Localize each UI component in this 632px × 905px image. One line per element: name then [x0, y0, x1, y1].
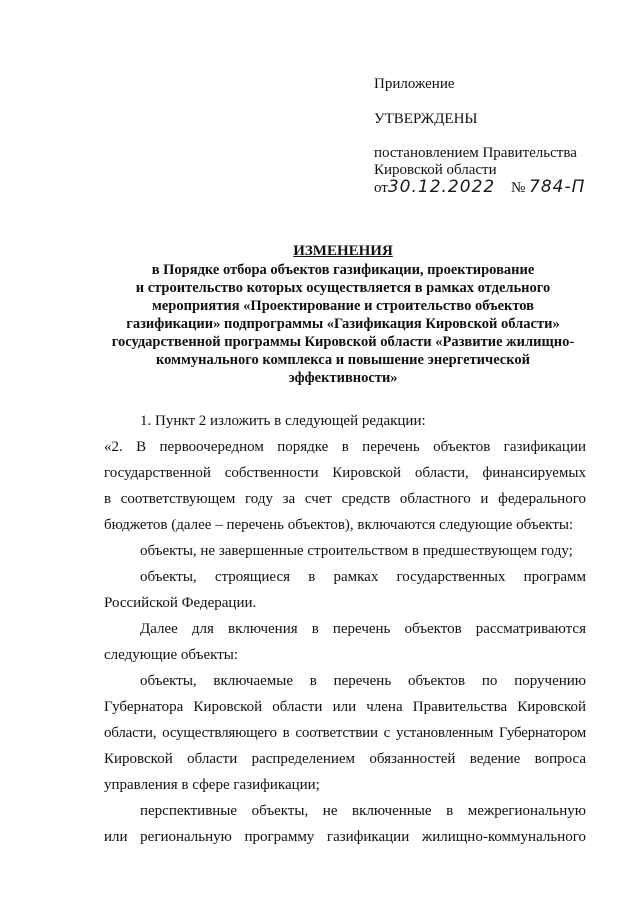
word: в	[308, 569, 316, 585]
paragraph-3: объекты, не завершенные строительством в предшествующем году;	[140, 543, 573, 559]
paragraph-4-line-1	[104, 564, 586, 590]
word: в	[311, 621, 319, 637]
title-line: газификации» подпрограммы «Газификация Кировской области»	[126, 316, 560, 332]
paragraph-5-line-2: следующие объекты:	[104, 647, 238, 663]
paragraph-7-line-1	[104, 798, 586, 824]
title-line: эффективности»	[288, 370, 398, 386]
title-heading: ИЗМЕНЕНИЯ	[293, 243, 393, 259]
appendix-label: Приложение	[374, 76, 455, 92]
word: программ	[523, 569, 586, 585]
paragraph-5-line-1	[104, 616, 586, 642]
paragraph-6-line-5: управления в сфере газификации;	[104, 777, 320, 793]
handwritten-number: 784-П	[529, 177, 586, 197]
word: рассматриваются	[475, 621, 586, 637]
word: межрегиональную	[467, 803, 586, 819]
word: региональную	[140, 829, 232, 845]
from-prefix: от	[374, 180, 388, 196]
document-body	[104, 408, 586, 850]
word: включения	[227, 621, 298, 637]
paragraph-2-line-3: в соответствующем году за счет средств областного и федерального	[104, 491, 586, 507]
word: объектов	[404, 621, 462, 637]
decree-line-2: Кировской области	[374, 162, 497, 178]
title-line: в Порядке отбора объектов газификации, проектирование	[151, 262, 535, 278]
word: Далее	[140, 621, 178, 637]
paragraph-2-line-2: государственной собственности Кировской области, финансируемых	[104, 465, 586, 481]
paragraph-6-line-3: области, осуществляющего в соответствии с установленным Губернатором	[104, 725, 586, 741]
word: перечень	[333, 673, 392, 689]
text-line: «2. В первоочередном порядке в перечень объектов газификации	[104, 439, 586, 455]
word: газификации	[326, 829, 410, 845]
word: программу	[244, 829, 315, 845]
title-line: коммунального комплекса и повышение энергетической	[155, 352, 531, 368]
title-line: мероприятия «Проектирование и строительство объектов	[151, 298, 535, 314]
word: перечень	[332, 621, 391, 637]
word: или	[104, 829, 128, 845]
handwritten-date: 30.12.2022	[387, 177, 496, 197]
approved-label: УТВЕРЖДЕНЫ	[374, 111, 478, 127]
paragraph-6-line-4: Кировской области распределением обязанностей ведение вопроса	[104, 751, 586, 767]
paragraph-7-line-2	[104, 824, 586, 850]
decree-line-1: постановлением Правительства	[374, 145, 577, 161]
decree-date-number	[374, 179, 614, 197]
word: объектов	[407, 673, 466, 689]
word: рамках	[333, 569, 379, 585]
paragraph-1: 1. Пункт 2 изложить в следующей редакции:	[140, 413, 426, 429]
word: государственных	[396, 569, 506, 585]
paragraph-6-line-2: Губернатора Кировской области или члена Правительства Кировской	[104, 699, 586, 715]
title-line: государственной программы Кировской области «Развитие жилищно-	[111, 334, 575, 350]
word: объекты,	[140, 673, 197, 689]
paragraph-4-line-2: Российской Федерации.	[104, 595, 257, 611]
word: включаемые	[213, 673, 293, 689]
word: по	[481, 673, 498, 689]
word: объекты,	[251, 803, 309, 819]
word: объекты,	[140, 569, 197, 585]
title-line: и строительство которых осуществляется в рамках отдельного	[135, 280, 551, 296]
approval-block	[374, 76, 614, 197]
word: жилищно-коммунального	[421, 829, 586, 845]
word: не	[322, 803, 338, 819]
word: включенные	[352, 803, 432, 819]
word: поручению	[514, 673, 586, 689]
document-title	[95, 242, 591, 387]
word: в	[309, 673, 317, 689]
word: в	[446, 803, 454, 819]
number-sign: №	[510, 180, 526, 196]
paragraph-2-line-4: бюджетов (далее – перечень объектов), включаются следующие объекты:	[104, 517, 574, 533]
word: перспективные	[140, 803, 238, 819]
word: строящиеся	[214, 569, 291, 585]
word: для	[191, 621, 214, 637]
paragraph-2-line-1	[104, 434, 586, 460]
paragraph-6-line-1	[104, 668, 586, 694]
